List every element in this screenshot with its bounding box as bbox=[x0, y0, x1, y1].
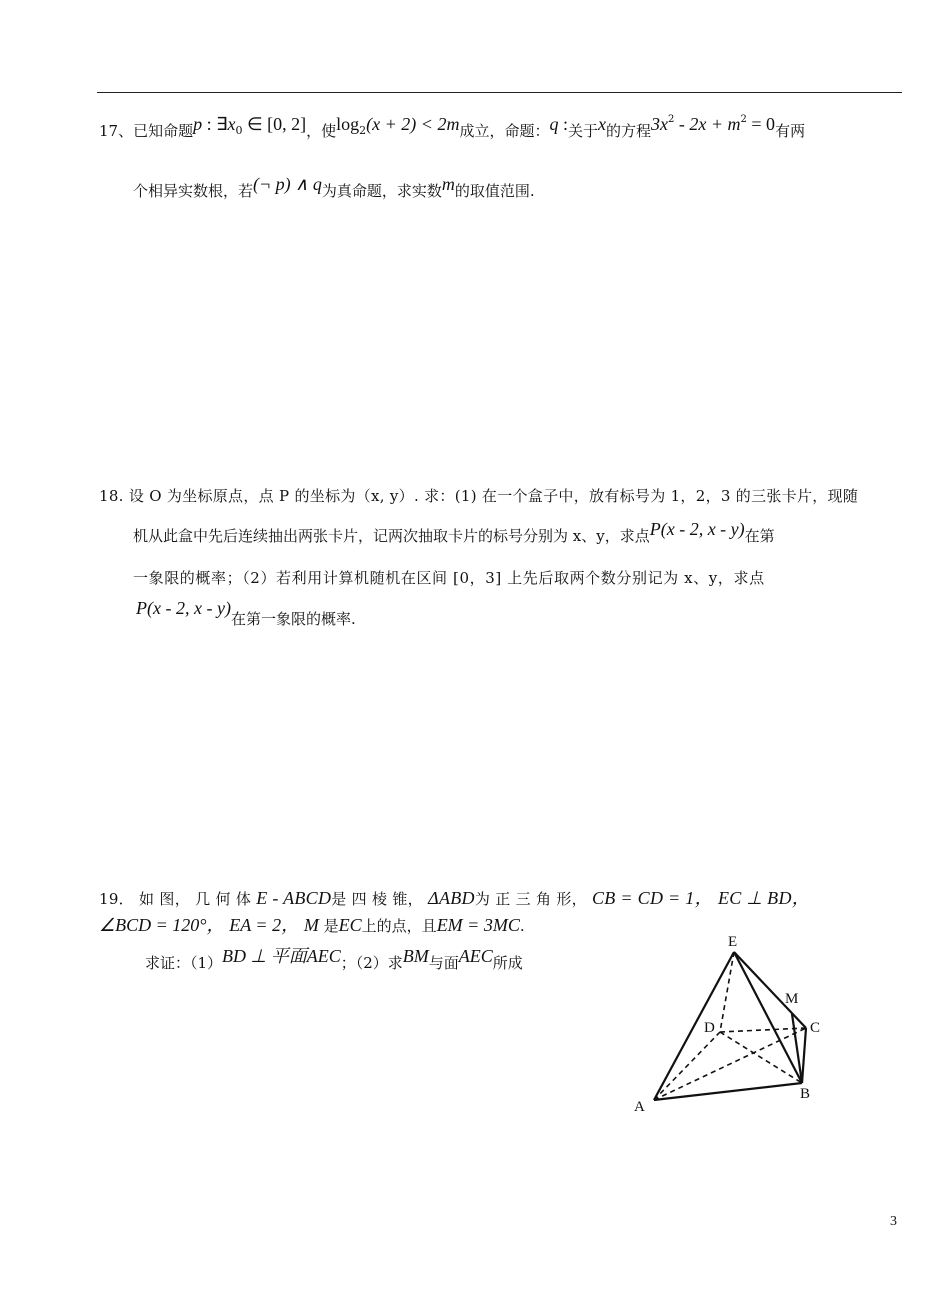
question-number: 17、已知命题 bbox=[99, 122, 194, 140]
question-18-line-2: 机从此盒中先后连续抽出两张卡片，记两次抽取卡片的标号分别为 x、y，求点P(x - 2, x - y)在第 bbox=[133, 519, 775, 545]
label-D: D bbox=[704, 1020, 715, 1036]
edge-AB bbox=[654, 1083, 802, 1100]
label-M: M bbox=[785, 991, 799, 1007]
question-18-line-1: 18. 设 O 为坐标原点，点 P 的坐标为（x, y）. 求：(1) 在一个盒子中，放有标号为 1，2，3 的三张卡片，现随 bbox=[99, 487, 859, 505]
question-18-line-3: 一象限的概率；（2）若利用计算机随机在区间 [0，3] 上先后取两个数分别记为 x、y，求点 bbox=[133, 569, 765, 587]
point-expression: P(x - 2, x - y) bbox=[136, 598, 231, 618]
question-17-line-1: 17、已知命题p : $\exists x_0$ ∈ [0, 2]，使$\log_2(x + 2) < 2m$成立，命题：q :关于x的方程$3x^2 - 2x + m^2 = 0$有两 bbox=[99, 114, 806, 140]
edge-BC bbox=[802, 1028, 806, 1083]
question-19-line-3: 求证：（1）BD ⊥ 平面AEC；（2）求BM与面AEC所成 bbox=[145, 946, 523, 972]
edge-EA bbox=[654, 952, 734, 1100]
page-number: 3 bbox=[890, 1214, 897, 1229]
point-expression: P(x - 2, x - y) bbox=[649, 519, 745, 539]
question-19-line-1: 19． 如 图， 几 何 体 E - ABCD是 四 棱 锥， ΔABD为 正 三 角 形， CB = CD = 1， EC ⊥ BD， bbox=[99, 888, 811, 908]
pyramid-figure bbox=[620, 928, 850, 1128]
header-rule bbox=[97, 92, 902, 93]
question-19-line-2: ∠BCD = 120°， EA = 2， M 是EC上的点，且EM = 3MC. bbox=[99, 915, 525, 935]
question-18-line-4: P(x - 2, x - y)在第一象限的概率. bbox=[136, 598, 356, 628]
edge-DC bbox=[720, 1028, 806, 1032]
label-A: A bbox=[634, 1099, 645, 1115]
edge-EC bbox=[734, 952, 806, 1028]
label-B: B bbox=[800, 1086, 811, 1102]
question-17-line-2: 个相异实数根，若(¬ p) ∧ q为真命题，求实数m的取值范围. bbox=[133, 174, 535, 200]
label-C: C bbox=[810, 1020, 821, 1036]
edge-AD bbox=[654, 1032, 720, 1100]
label-E: E bbox=[728, 934, 738, 950]
